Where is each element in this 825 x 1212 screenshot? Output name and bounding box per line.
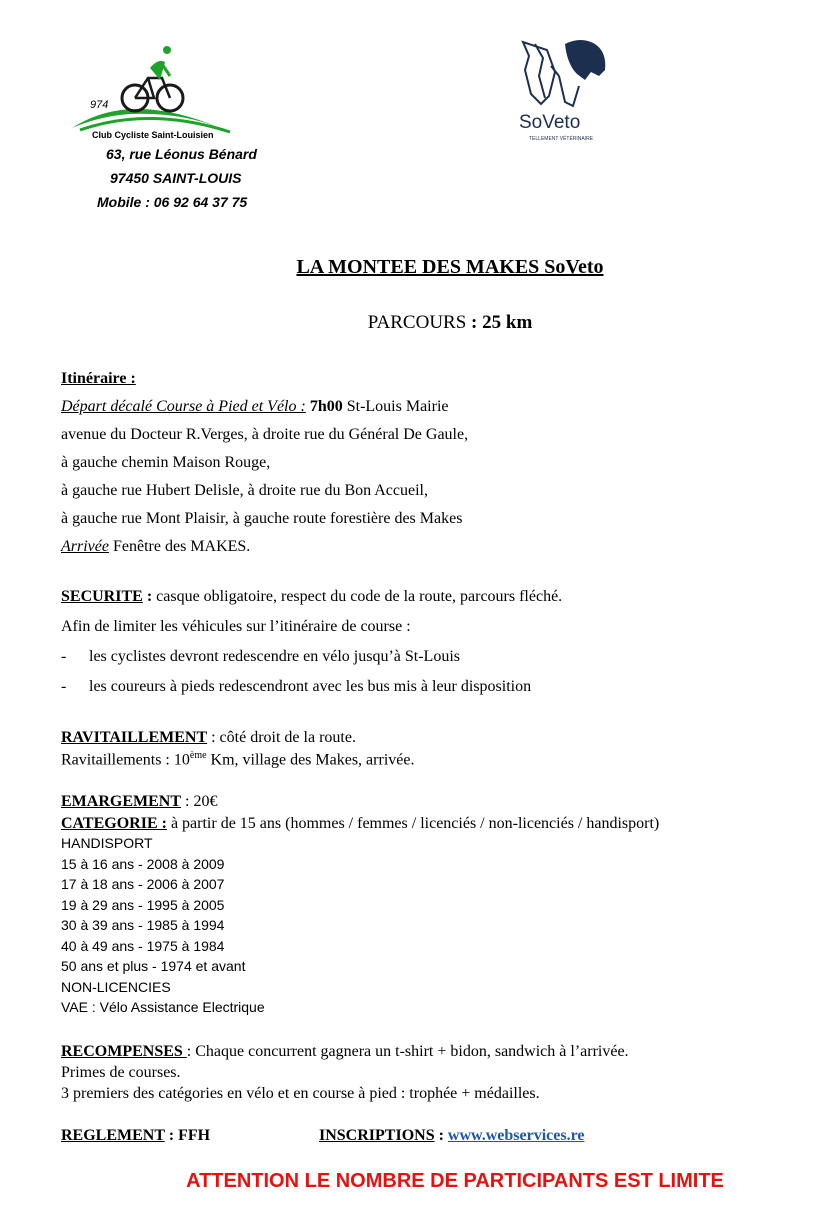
itineraire-heading: Itinéraire :: [61, 370, 136, 387]
inscriptions-label: INSCRIPTIONS: [319, 1127, 435, 1144]
reglement-label: REGLEMENT: [61, 1127, 165, 1144]
soveto-tagline: TELLEMENT VÉTÉRINAIRE: [529, 136, 594, 142]
club-logo-number: 974: [90, 99, 109, 111]
securite-text: casque obligatoire, respect du code de la route, parcours fléché.: [156, 588, 563, 605]
securite-intro: Afin de limiter les véhicules sur l’itinéraire de course :: [61, 618, 411, 635]
ravitaillement-heading: RAVITAILLEMENT: [61, 729, 208, 746]
categorie-heading: CATEGORIE :: [61, 815, 167, 832]
categorie-item: 50 ans et plus - 1974 et avant: [61, 958, 246, 974]
securite-line: [61, 588, 562, 606]
inscriptions-sep: :: [434, 1127, 448, 1144]
depart-line: [61, 398, 449, 416]
categorie-item: 15 à 16 ans - 2008 à 2009: [61, 856, 225, 872]
categorie-item: NON-LICENCIES: [61, 979, 171, 995]
parcours-label: PARCOURS: [367, 312, 467, 333]
securite-bullet-1: les cyclistes devront redescendre en vélo jusqu’à St-Louis: [89, 648, 460, 665]
categorie-item: 40 à 49 ans - 1975 à 1984: [61, 938, 225, 954]
emargement-text: : 20€: [181, 793, 218, 810]
parcours-sep: :: [466, 312, 483, 333]
categorie-text: à partir de 15 ans (hommes / femmes / licenciés / non-licenciés / handisport): [166, 815, 660, 832]
recompenses-line-2: Primes de courses.: [61, 1064, 181, 1081]
categorie-item: 17 à 18 ans - 2006 à 2007: [61, 876, 225, 892]
reglement-line: [61, 1127, 210, 1145]
parcours-line: [0, 312, 825, 334]
depart-place: St-Louis Mairie: [342, 398, 449, 415]
reglement-value: : FFH: [164, 1127, 211, 1144]
recompenses-line-3: 3 premiers des catégories en vélo et en course à pied : trophée + médailles.: [61, 1085, 540, 1102]
emargement-line: [61, 793, 217, 811]
recompenses-text: : Chaque concurrent gagnera un t-shirt + bidon, sandwich à l’arrivée.: [186, 1043, 629, 1060]
depart-time: 7h00: [309, 398, 343, 415]
inscriptions-line: [319, 1127, 584, 1145]
itineraire-line-4: à gauche rue Mont Plaisir, à gauche route forestière des Makes: [61, 510, 463, 527]
bullet-dash: -: [61, 648, 67, 665]
itineraire-line-2: à gauche chemin Maison Rouge,: [61, 454, 271, 471]
inscriptions-link[interactable]: www.webservices.re: [447, 1127, 585, 1144]
address-line-street: 63, rue Léonus Bénard: [106, 146, 257, 162]
securite-heading: SECURITE: [61, 588, 143, 605]
depart-label: Départ décalé Course à Pied et Vélo :: [61, 398, 306, 415]
categorie-line: [61, 815, 659, 833]
club-logo: [70, 40, 240, 145]
categorie-item: VAE : Vélo Assistance Electrique: [61, 999, 265, 1015]
participants-warning: ATTENTION LE NOMBRE DE PARTICIPANTS EST LIMITE: [186, 1170, 724, 1192]
soveto-brand: SoVeto: [519, 112, 581, 133]
itineraire-line-1: avenue du Docteur R.Verges, à droite rue du Général De Gaule,: [61, 426, 469, 443]
ravitaillement-sup: ème: [189, 750, 207, 761]
recompenses-line: [61, 1043, 629, 1061]
securite-sep: :: [142, 588, 157, 605]
address-line-mobile: Mobile : 06 92 64 37 75: [97, 194, 248, 210]
ravitaillement-suffix: Km, village des Makes, arrivée.: [206, 751, 415, 769]
itineraire-line-3: à gauche rue Hubert Delisle, à droite rue du Bon Accueil,: [61, 482, 428, 499]
ravitaillement-prefix: Ravitaillements : 10: [61, 751, 190, 769]
categorie-item: 19 à 29 ans - 1995 à 2005: [61, 897, 225, 913]
page-title: LA MONTEE DES MAKES SoVeto: [296, 256, 604, 278]
ravitaillement-line: [61, 729, 356, 747]
categorie-item: 30 à 39 ans - 1985 à 1994: [61, 917, 225, 933]
securite-bullet-2: les coureurs à pieds redescendront avec les bus mis à leur disposition: [89, 678, 532, 695]
categorie-item: HANDISPORT: [61, 835, 153, 851]
ravitaillement-text: : côté droit de la route.: [207, 729, 356, 746]
emargement-heading: EMARGEMENT: [61, 793, 181, 810]
club-logo-caption: Club Cycliste Saint-Louisien: [92, 130, 214, 140]
address-line-city: 97450 SAINT-LOUIS: [110, 170, 242, 186]
bullet-dash: -: [61, 678, 67, 695]
arrivee-line: [61, 538, 250, 556]
recompenses-heading: RECOMPENSES: [61, 1043, 187, 1060]
soveto-logo: [515, 36, 610, 144]
arrivee-text: Fenêtre des MAKES.: [108, 538, 251, 555]
parcours-value: 25 km: [482, 312, 533, 333]
ravitaillement-line-2: [61, 750, 414, 769]
arrivee-label: Arrivée: [61, 538, 109, 555]
